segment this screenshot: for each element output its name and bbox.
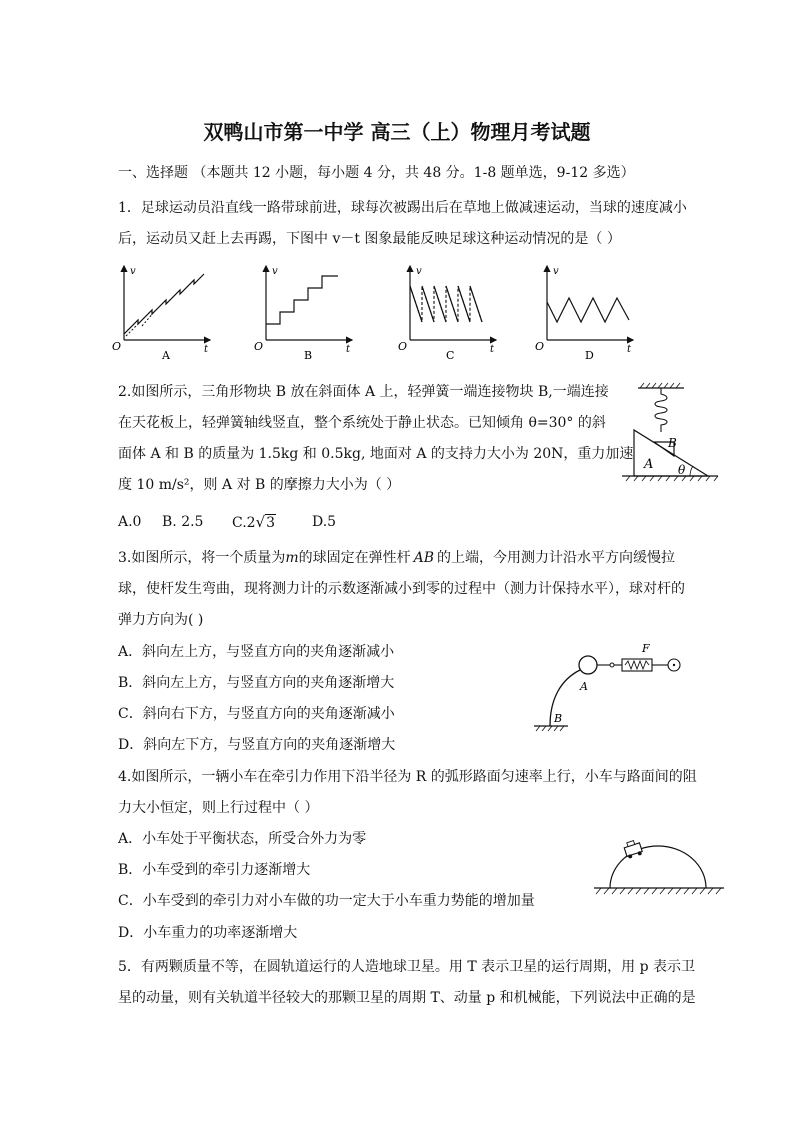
graph-c-t-label: t (490, 344, 495, 355)
q3-line2: 球，使杆发生弯曲，现将测力计的示数逐渐减小到零的过程中（测力计保持水平），球对杆的 (118, 581, 685, 597)
q1-line1: 1．足球运动员沿直线一路带球前进，球每次被踢出后在草地上做减速运动，当球的速度减小 (118, 200, 687, 216)
q3-line1-part2: 的球固定在弹性杆 (298, 550, 411, 566)
vt-graph-b (252, 262, 357, 362)
graph-b-origin-label: O (254, 340, 264, 353)
q3-line1 (118, 548, 675, 568)
q2-option-a: A.0 (118, 514, 142, 530)
q2-figure-label-theta: θ (678, 463, 686, 477)
vt-graph-a (110, 262, 215, 362)
q2-line4: 度 10 m/s²，则 A 对 B 的摩擦力大小为（ ） (118, 477, 401, 493)
graph-a-caption: A (162, 349, 170, 362)
q5-line1: 5．有两颗质量不等，在圆轨道运行的人造地球卫星。用 T 表示卫星的运行周期，用 p 表示卫 (118, 959, 696, 975)
q3-line3: 弹力方向为( ) (118, 612, 204, 628)
q3-option-c: C．斜向右下方，与竖直方向的夹角逐渐减小 (118, 706, 395, 722)
q3-option-a: A．斜向左上方，与竖直方向的夹角逐渐减小 (118, 644, 395, 660)
q3-figure-label-b: B (554, 712, 563, 725)
q1-line2: 后，运动员又赶上去再踢，下图中 v－t 图象最能反映足球这种运动情况的是（ ） (118, 231, 621, 247)
graph-c-v-label: v (416, 266, 422, 277)
q3-figure-label-a: A (580, 680, 588, 693)
q2-option-b: B. 2.5 (162, 514, 204, 530)
graph-c-caption: C (446, 349, 455, 362)
graph-d-t-label: t (627, 344, 632, 355)
q2-line3: 面体 A 和 B 的质量为 1.5kg 和 0.5kg, 地面对 A 的支持力大小为 20N，重力加速 (118, 446, 634, 462)
section-heading: 一、选择题 （本题共 12 小题，每小题 4 分，共 48 分。1-8 题单选，9-12 多选） (118, 165, 635, 181)
q2-line2: 在天花板上，轻弹簧轴线竖直，整个系统处于静止状态。已知倾角 θ=30° 的斜 (118, 415, 606, 431)
q4-option-d: D．小车重力的功率逐渐增大 (118, 925, 298, 941)
q5-line2: 星的动量，则有关轨道半径较大的那颗卫星的周期 T、动量 p 和机械能，下列说法中正确的是 (118, 990, 696, 1006)
graph-d-v-label: v (553, 266, 559, 277)
q2-figure-label-b: B (668, 436, 677, 450)
q3-option-b: B．斜向左上方，与竖直方向的夹角逐渐增大 (118, 675, 395, 691)
graph-a-origin-label: O (112, 340, 122, 353)
q4-line2: 力大小恒定，则上行过程中（ ） (118, 800, 319, 816)
vt-graph-c (396, 262, 501, 362)
q2-option-c-radicand: 3 (266, 515, 276, 531)
q3-option-d: D．斜向左下方，与竖直方向的夹角逐渐增大 (118, 737, 396, 753)
page-title: 双鸭山市第一中学 高三（上）物理月考试题 (203, 120, 591, 144)
q2-figure (618, 380, 728, 492)
q4-option-b: B．小车受到的牵引力逐渐增大 (118, 862, 311, 878)
q4-option-c: C．小车受到的牵引力对小车做的功一定大于小车重力势能的增加量 (118, 893, 535, 909)
sqrt-sign: √ (255, 513, 266, 531)
q4-option-a: A．小车处于平衡状态，所受合外力为零 (118, 831, 367, 847)
q3-rod-symbol: AB (413, 550, 435, 566)
q3-mass-symbol: m (285, 550, 299, 566)
graph-a-t-label: t (204, 344, 209, 355)
q2-option-d: D.5 (312, 514, 337, 530)
q3-line1-part1: 3.如图所示，将一个质量为 (118, 550, 286, 566)
q2-option-c-prefix: C.2 (232, 515, 256, 531)
q4-line1: 4.如图所示，一辆小车在牵引力作用下沿半径为 R 的弧形路面匀速率上行，小车与路面间的阻 (118, 769, 697, 785)
q2-line1: 2.如图所示，三角形物块 B 放在斜面体 A 上，轻弹簧一端连接物块 B,一端连接 (118, 384, 609, 400)
graph-a-v-label: v (130, 266, 136, 277)
graph-d-caption: D (585, 349, 594, 362)
graph-b-caption: B (304, 349, 313, 362)
q3-line1-part3: 的上端，今用测力计沿水平方向缓慢拉 (437, 550, 676, 566)
graph-d-origin-label: O (535, 340, 545, 353)
vt-graph-d (533, 262, 638, 362)
graph-c-origin-label: O (398, 340, 408, 353)
q3-figure (530, 640, 690, 735)
q2-figure-label-a: A (644, 457, 654, 472)
q4-figure (592, 832, 727, 898)
q3-figure-label-f: F (642, 642, 650, 655)
q2-option-c (232, 512, 276, 533)
graph-b-t-label: t (346, 344, 351, 355)
graph-b-v-label: v (272, 266, 278, 277)
